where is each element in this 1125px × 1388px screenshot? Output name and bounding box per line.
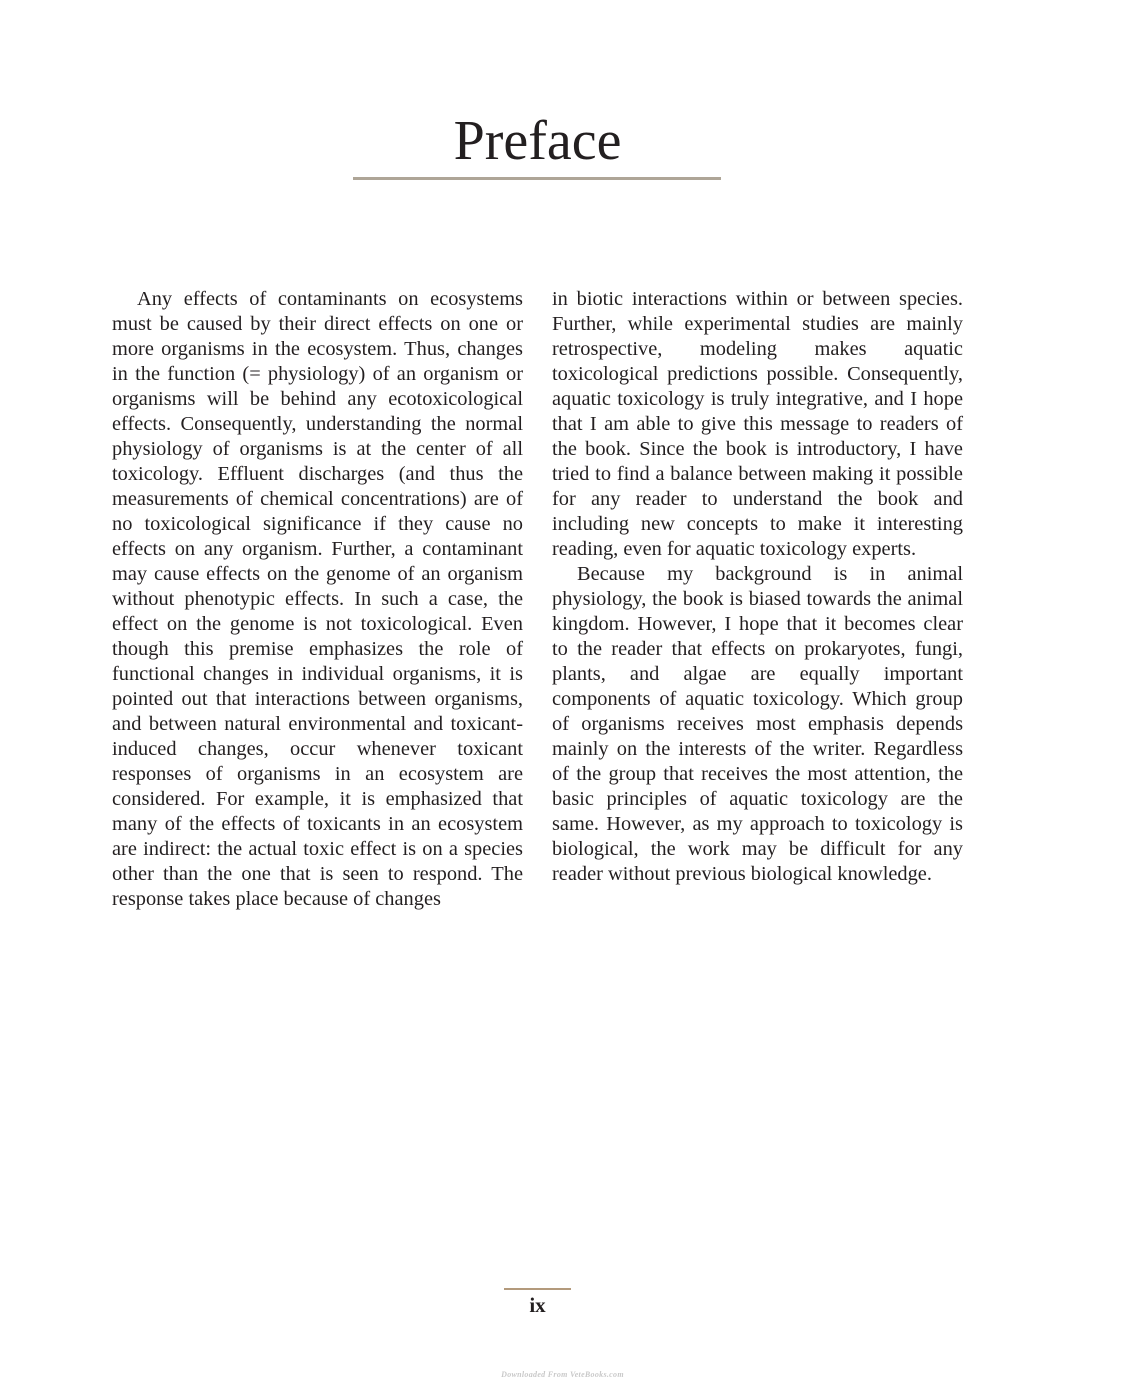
body-columns bbox=[112, 287, 963, 912]
page-number-rule bbox=[504, 1288, 571, 1290]
page-title: Preface bbox=[453, 110, 622, 172]
title-underline bbox=[353, 177, 721, 180]
paragraph-1: Any effects of contaminants on ecosystems must be caused by their direct effects on one or more organisms in the ecosystem. Thus, changes in the function (= physiology) of an organism or organisms will be behind any ecotoxicological effects. Consequently, understanding the normal physiology of organisms is at the center of all toxicology. Effluent discharges (and thus the measurements of chemical concentrations) are of no toxicological significance if they cause no effects on any organism. Further, a contaminant may cause effects on the genome of an organism without phenotypic effects. In such a case, the effect on the genome is not toxicological. Even though this premise emphasizes the role of functional changes in individual organisms, it is pointed out that interactions between organisms, and between natural environmental and toxicant-induced changes, occur whenever toxicant responses of organisms in an ecosystem are considered. For example, it is emphasized that many of the effects of toxicants in an ecosystem are indirect: the actual toxic effect is on a species other than the one that is seen to respond. The response takes place because of changes bbox=[112, 288, 523, 910]
right-column bbox=[552, 287, 963, 912]
paragraph-1-continued: in biotic interactions within or between species. Further, while experimental studies are mainly retrospective, modeling makes aquatic toxicological predictions possible. Consequently, aquatic toxicology is truly integrative, and I hope that I am able to give this message to readers of the book. Since the book is introductory, I have tried to find a balance between making it possible for any reader to understand the book and including new concepts to make it interesting reading, even for aquatic toxicology experts. bbox=[552, 288, 963, 560]
page-number: ix bbox=[529, 1293, 546, 1317]
left-column bbox=[112, 287, 523, 912]
paragraph-2: Because my background is in animal physiology, the book is biased towards the animal kingdom. However, I hope that it becomes clear to the reader that effects on prokaryotes, fungi, plants, and algae are equally important components of aquatic toxicology. Which group of organisms receives most emphasis depends mainly on the interests of the writer. Regardless of the group that receives the most attention, the basic principles of aquatic toxicology are the same. However, as my approach to toxicology is biological, the work may be difficult for any reader without previous biological knowledge. bbox=[552, 563, 963, 885]
download-watermark: Downloaded From VeteBooks.com bbox=[501, 1370, 624, 1379]
